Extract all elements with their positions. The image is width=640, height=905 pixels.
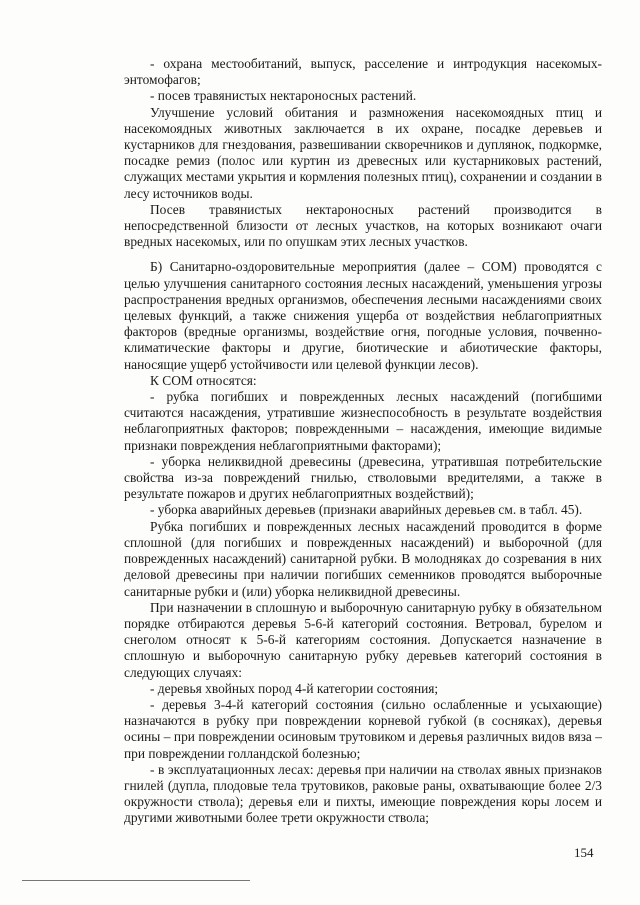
paragraph-11: При назначении в сплошную и выборочную санитарную рубку в обязательном порядке отбираются деревья 5-6-й категорий состояния. Ветровал, бурелом и снеголом относят к 5-6-й категориям состояния. Допускается назначение в сплошную и выборочную санитарную рубку деревьев категорий состояния в следующих случаях: [124, 599, 602, 680]
paragraph-4: Посев травянистых нектароносных растений производится в непосредственной близости от лесных участков, на которых возникают очаги вредных насекомых, или по опушкам этих лесных участков. [124, 201, 602, 250]
paragraph-14: - в эксплуатационных лесах: деревья при наличии на стволах явных признаков гнилей (дупла, плодовые тела трутовиков, раковые раны, охватывающие более 2/3 окружности ствола); деревья ели и пихты, имеющие повреждения коры лосем и другими животными более трети окружности ствола; [124, 761, 602, 826]
paragraph-3: Улучшение условий обитания и размножения насекомоядных птиц и насекомоядных животных заключается в их охране, посадке деревьев и кустарников для гнездования, развешивании скворечников и дуплянок, подкормке, посадке ремиз (полос или куртин из древесных или кустарниковых растений, служащих местами укрытия и кормления полезных птиц), сохранении и создании в лесу источников воды. [124, 104, 602, 201]
paragraph-2: - посев травянистых нектароносных растений. [150, 88, 417, 104]
paragraph-6: К СОМ относятся: [150, 372, 257, 388]
paragraph-5: Б) Санитарно-оздоровительные мероприятия (далее – СОМ) проводятся с целью улучшения санитарного состояния лесных насаждений, уменьшения угрозы распространения вредных организмов, обеспечения лесными насаждениями своих целевых функций, а также снижения ущерба от воздействия неблагоприятных факторов (вредные организмы, воздействие огня, погодные условия, почвенно-климатические факторы и другие, биотические и абиотические факторы, наносящие ущерб устойчивости или целевой функции лесов). [124, 259, 602, 372]
paragraph-7: - рубка погибших и поврежденных лесных насаждений (погибшими считаются насаждения, утратившие жизнеспособность в результате воздействия неблагоприятных факторов; поврежденными – насаждения, имеющие видимые признаки повреждения неблагоприятными факторами); [124, 389, 602, 453]
paragraph-12: - деревья хвойных пород 4-й категории состояния; [150, 680, 439, 696]
paragraph-8: - уборка неликвидной древесины (древесина, утратившая потребительские свойства из-за повреждений гнилью, стволовыми вредителями, а также в результате пожаров и других неблагоприятных воздействий); [124, 453, 602, 502]
footer-divider [22, 880, 250, 881]
page-number: 154 [574, 845, 594, 860]
paragraph-10: Рубка погибших и поврежденных лесных насаждений проводится в форме сплошной (для погибших и поврежденных насаждений) и выборочной (для поврежденных насаждений) санитарной рубки. В молодняках до созревания в них деловой древесины при наличии погибших семенников проводятся выборочные санитарные рубки и (или) уборка неликвидной древесины. [124, 518, 602, 599]
paragraph-9: - уборка аварийных деревьев (признаки аварийных деревьев см. в табл. 45). [150, 502, 583, 518]
page-body [124, 56, 602, 827]
paragraph-1: - охрана местообитаний, выпуск, расселение и интродукция насекомых-энтомофагов; [124, 56, 602, 88]
paragraph-13: - деревья 3-4-й категорий состояния (сильно ослабленные и усыхающие) назначаются в рубку при повреждении корневой губкой (в сосняках), деревья осины – при повреждении осиновым трутовиком и деревья различных видов вяза – при повреждении голландской болезнью; [124, 696, 602, 761]
